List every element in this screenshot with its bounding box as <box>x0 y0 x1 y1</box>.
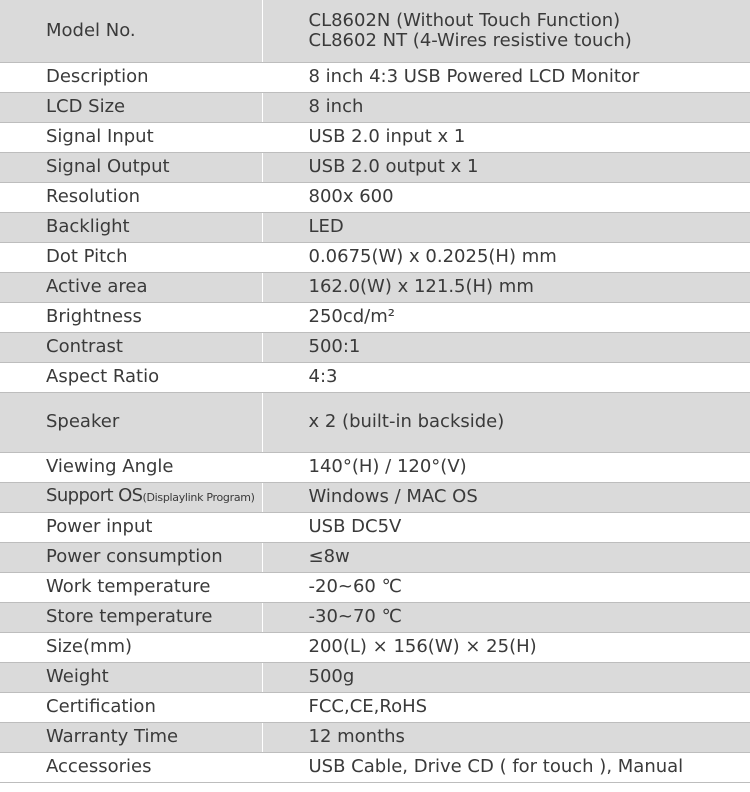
spec-value: 162.0(W) x 121.5(H) mm <box>262 272 750 302</box>
spec-value: 500g <box>262 662 750 692</box>
spec-value: 4:3 <box>262 362 750 392</box>
spec-label: Size(mm) <box>0 632 262 662</box>
table-row <box>0 662 750 692</box>
spec-label: Accessories <box>0 752 262 782</box>
spec-label: Signal Input <box>0 122 262 152</box>
spec-value: x 2 (built-in backside) <box>262 392 750 452</box>
spec-value: LED <box>262 212 750 242</box>
spec-sublabel: (Displaylink Program) <box>142 491 255 504</box>
table-row <box>0 272 750 302</box>
table-row <box>0 482 750 512</box>
spec-value: 200(L) × 156(W) × 25(H) <box>262 632 750 662</box>
table-row-model-no <box>0 0 750 62</box>
spec-label: Description <box>0 62 262 92</box>
spec-value: 500:1 <box>262 332 750 362</box>
table-row <box>0 152 750 182</box>
spec-value: USB 2.0 input x 1 <box>262 122 750 152</box>
spec-value: 800x 600 <box>262 182 750 212</box>
spec-label: Signal Output <box>0 152 262 182</box>
spec-value <box>262 0 750 62</box>
spec-value: USB 2.0 output x 1 <box>262 152 750 182</box>
model-value-line: CL8602N (Without Touch Function) <box>308 9 621 31</box>
table-row <box>0 302 750 332</box>
table-row <box>0 182 750 212</box>
table-row <box>0 332 750 362</box>
spec-label: Backlight <box>0 212 262 242</box>
spec-label: LCD Size <box>0 92 262 122</box>
spec-label: Brightness <box>0 302 262 332</box>
spec-value: USB DC5V <box>262 512 750 542</box>
table-row <box>0 722 750 752</box>
spec-label-main: Support OS <box>46 485 143 506</box>
spec-label: Active area <box>0 272 262 302</box>
table-row <box>0 92 750 122</box>
spec-value: -30~70 ℃ <box>262 602 750 632</box>
table-row <box>0 452 750 482</box>
spec-label: Work temperature <box>0 572 262 602</box>
spec-value: 8 inch <box>262 92 750 122</box>
spec-label: Model No. <box>0 0 262 62</box>
spec-label <box>0 482 262 512</box>
spec-label: Dot Pitch <box>0 242 262 272</box>
spec-label: Viewing Angle <box>0 452 262 482</box>
spec-label: Aspect Ratio <box>0 362 262 392</box>
spec-value: -20~60 ℃ <box>262 572 750 602</box>
spec-value: 250cd/m² <box>262 302 750 332</box>
table-row <box>0 392 750 452</box>
table-row <box>0 542 750 572</box>
table-row <box>0 62 750 92</box>
spec-value: USB Cable, Drive CD ( for touch ), Manual <box>262 752 750 782</box>
spec-label: Weight <box>0 662 262 692</box>
table-row <box>0 572 750 602</box>
spec-label: Speaker <box>0 392 262 452</box>
table-row <box>0 602 750 632</box>
spec-label: Certification <box>0 692 262 722</box>
table-row <box>0 242 750 272</box>
spec-value: 140°(H) / 120°(V) <box>262 452 750 482</box>
table-row <box>0 362 750 392</box>
spec-label: Power consumption <box>0 542 262 572</box>
model-value-line: CL8602 NT (4-Wires resistive touch) <box>308 29 632 51</box>
spec-value: 0.0675(W) x 0.2025(H) mm <box>262 242 750 272</box>
spec-value: 12 months <box>262 722 750 752</box>
spec-value: Windows / MAC OS <box>262 482 750 512</box>
table-row <box>0 212 750 242</box>
spec-label: Store temperature <box>0 602 262 632</box>
spec-label: Contrast <box>0 332 262 362</box>
spec-value: ≤8w <box>262 542 750 572</box>
spec-value: FCC,CE,RoHS <box>262 692 750 722</box>
table-row <box>0 632 750 662</box>
table-row <box>0 752 750 782</box>
table-row <box>0 122 750 152</box>
table-row <box>0 692 750 722</box>
spec-label: Resolution <box>0 182 262 212</box>
spec-label: Power input <box>0 512 262 542</box>
spec-label: Warranty Time <box>0 722 262 752</box>
table-row <box>0 512 750 542</box>
spec-value: 8 inch 4:3 USB Powered LCD Monitor <box>262 62 750 92</box>
